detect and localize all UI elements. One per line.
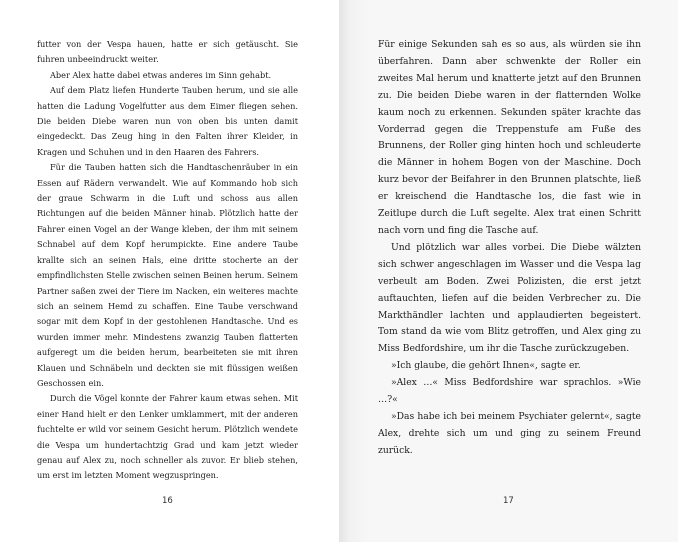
page-number-left: 16 — [162, 496, 173, 506]
paragraph: Aber Alex hatte dabei etwas anderes im Sinn gehabt. — [50, 69, 272, 80]
dialogue-line: »Alex …« Miss Bedfordshire war sprachlos. »Wie …?« — [378, 377, 641, 406]
right-page — [339, 0, 678, 542]
page-number-right: 17 — [503, 496, 514, 506]
right-page-text — [378, 37, 641, 460]
paragraph: futter von der Vespa hauen, hatte er sich getäuscht. Sie fuhren unbeeindruckt weiter. — [37, 39, 298, 65]
paragraph: Und plötzlich war alles vorbei. Die Diebe wälzten sich schwer angeschlagen im Wasser und die Vespa lag verbeult am Boden. Zwei Polizisten, die erst jetzt auftauchten, liefen auf die beiden Verbrecher zu. Die Markthändler lachten und applaudierten begeistert. Tom stand da wie vom Blitz getroffen, und Alex ging zu Miss Bedfordshire, um ihr die Tasche zurückzugeben. — [378, 241, 641, 355]
dialogue-line: »Das habe ich bei meinem Psychiater gelernt«, sagte Alex, drehte sich um und ging zu seinem Freund zurück. — [378, 410, 641, 456]
paragraph: Für die Tauben hatten sich die Handtaschenräuber in ein Essen auf Rädern verwandelt. Wie auf Kommando hob sich der graue Schwarm in die Luft und schoss aus allen Richtungen auf die beiden Männer hinab. Plötzlich hatte der Fahrer einen Vogel an der Wange kleben, der ihm mit seinem Schnabel auf dem Kopf herumpickte. Eine andere Taube krallte sich an seinen Hals, eine dritte stocherte an der empfindlichsten Stelle zwischen seinen Beinen herum. Seinem Partner saßen zwei der Tiere im Nacken, ein weiteres machte sich an seinem Hemd zu schaffen. Eine Taube verschwand sogar mit dem Kopf in der gestohlenen Handtasche. Und es wurden immer mehr. Mindestens zwanzig Tauben flatterten aufgeregt um die beiden herum, bearbeiteten sie mit ihren Klauen und Schnäbeln und deckten sie mit flüssigen weißen Geschossen ein. — [37, 162, 298, 388]
paragraph: Für einige Sekunden sah es so aus, als würden sie ihn überfahren. Dann aber schwenkte der Roller ein zweites Mal herum und knatterte jetzt auf den Brunnen zu. Die beiden Diebe waren in der flatternden Wolke kaum noch zu erkennen. Sekunden später krachte das Vorderrad gegen die Treppenstufe am Fuße des Brunnens, der Roller ging hinten hoch und schleuderte die Männer in hohem Bogen von der Maschine. Doch kurz bevor der Beifahrer in den Brunnen platschte, ließ er kreischend die Handtasche los, die fast wie in Zeitlupe durch die Luft segelte. Alex trat einen Schritt nach vorn und fing die Tasche auf. — [378, 39, 641, 236]
dialogue-line: »Ich glaube, die gehört Ihnen«, sagte er. — [391, 360, 581, 372]
left-page-text — [37, 37, 298, 484]
paragraph: Auf dem Platz liefen Hunderte Tauben herum, und sie alle hatten die Ladung Vogelfutter aus dem Eimer fliegen sehen. Die beiden Diebe waren nun von oben bis unten damit eingedeckt. Das Zeug hing in den Falten ihrer Kleider, in Kragen und Schuhen und in den Haaren des Fahrers. — [37, 85, 298, 157]
paragraph: Durch die Vögel konnte der Fahrer kaum etwas sehen. Mit einer Hand hielt er den Lenker umklammert, mit der anderen fuchtelte er wild vor seinem Gesicht herum. Plötzlich wendete die Vespa um hundertachtzig Grad und kam jetzt wieder genau auf Alex zu, noch schneller als zuvor. Er blieb stehen, um erst im letzten Moment wegzuspringen. — [37, 393, 298, 481]
